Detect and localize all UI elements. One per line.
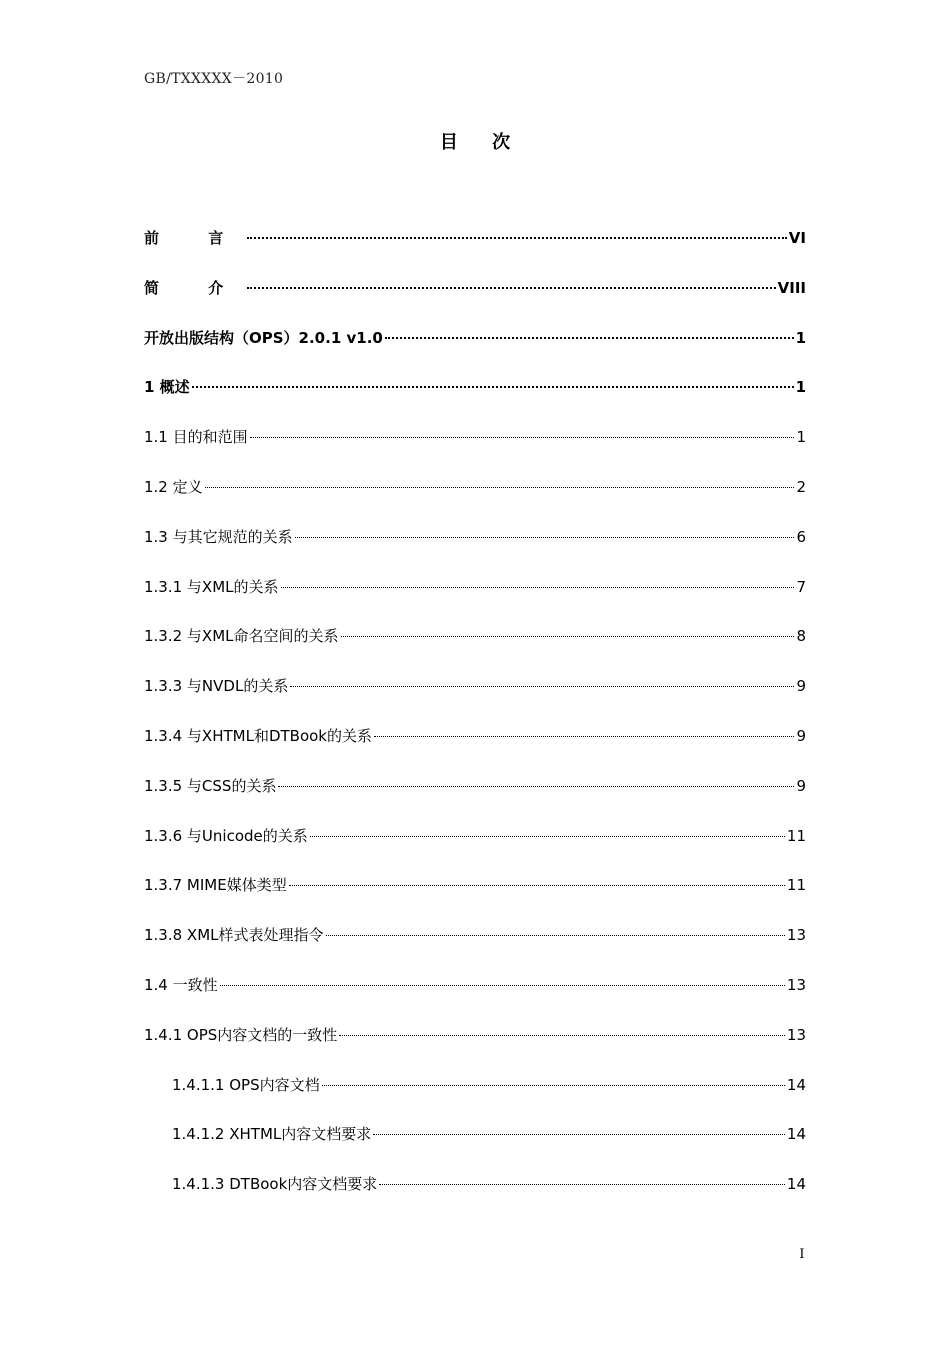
- toc-entry[interactable]: [144, 425, 806, 475]
- page-number: I: [799, 1247, 805, 1262]
- toc-entry-label: 1.4.1.2 XHTML内容文档要求: [172, 1125, 372, 1144]
- toc-entry[interactable]: [144, 226, 806, 276]
- toc-entry-label: 1.3.2 与XML命名空间的关系: [144, 627, 339, 646]
- toc-entry[interactable]: [144, 873, 806, 923]
- toc-leader-dots: [281, 587, 795, 588]
- toc-entry[interactable]: [144, 475, 806, 525]
- toc-entry[interactable]: [144, 973, 806, 1023]
- toc-entry-page: 1: [795, 378, 806, 397]
- toc-entry-page: 13: [786, 1025, 806, 1044]
- toc-entry-label: 1.2 定义: [144, 477, 203, 496]
- toc-entry-label: 1 概述: [144, 378, 190, 397]
- toc-entry-label: 1.3.1 与XML的关系: [144, 577, 279, 596]
- toc-entry-page: 1: [796, 428, 806, 447]
- table-of-contents: [144, 226, 806, 1222]
- toc-entry-page: 9: [796, 726, 806, 745]
- toc-title: 目 次: [439, 132, 525, 153]
- toc-entry[interactable]: [144, 326, 806, 376]
- toc-entry-page: 1: [795, 328, 806, 347]
- toc-entry-label: 1.4 一致性: [144, 975, 218, 994]
- toc-entry-label: 1.4.1 OPS内容文档的一致性: [144, 1025, 338, 1044]
- toc-entry[interactable]: [144, 624, 806, 674]
- toc-entry-page: 8: [796, 627, 806, 646]
- toc-entry-page: 14: [786, 1125, 806, 1144]
- toc-entry[interactable]: [144, 1023, 806, 1073]
- toc-leader-dots: [220, 985, 785, 986]
- toc-entry[interactable]: [144, 276, 806, 326]
- toc-entry-label: 1.3 与其它规范的关系: [144, 527, 293, 546]
- toc-leader-dots: [341, 636, 795, 637]
- toc-entry[interactable]: [144, 575, 806, 625]
- toc-leader-dots: [310, 836, 785, 837]
- toc-leader-dots: [339, 1035, 785, 1036]
- toc-leader-dots: [295, 537, 795, 538]
- toc-entry[interactable]: [144, 1172, 806, 1222]
- toc-leader-dots: [289, 885, 785, 886]
- toc-leader-dots: [205, 487, 795, 488]
- toc-leader-dots: [278, 786, 794, 787]
- document-code-header: GB/TXXXXX－2010: [144, 71, 284, 87]
- toc-entry-label: 简 介: [144, 278, 246, 297]
- toc-leader-dots: [374, 736, 794, 737]
- toc-leader-dots: [250, 437, 795, 438]
- toc-entry-page: VIII: [777, 278, 806, 297]
- toc-entry-page: 14: [786, 1175, 806, 1194]
- toc-entry-page: 14: [786, 1075, 806, 1094]
- toc-entry-label: 1.3.5 与CSS的关系: [144, 776, 277, 795]
- toc-entry-label: 1.4.1.1 OPS内容文档: [172, 1075, 320, 1094]
- toc-entry-page: 11: [786, 876, 806, 895]
- toc-entry-label: 1.3.6 与Unicode的关系: [144, 826, 308, 845]
- toc-entry-label: 1.3.4 与XHTML和DTBook的关系: [144, 726, 372, 745]
- toc-leader-dots: [373, 1134, 785, 1135]
- toc-entry[interactable]: [144, 923, 806, 973]
- toc-leader-dots: [247, 287, 775, 289]
- toc-entry-page: 13: [786, 926, 806, 945]
- toc-entry[interactable]: [144, 525, 806, 575]
- toc-entry-page: VI: [788, 229, 806, 247]
- toc-entry-label: 1.3.7 MIME媒体类型: [144, 876, 287, 895]
- toc-leader-dots: [385, 337, 794, 339]
- toc-leader-dots: [322, 1085, 785, 1086]
- toc-entry-label: 1.3.3 与NVDL的关系: [144, 677, 289, 696]
- toc-entry-page: 11: [786, 826, 806, 845]
- toc-entry[interactable]: [144, 774, 806, 824]
- toc-leader-dots: [192, 386, 794, 388]
- toc-entry-label: 1.4.1.3 DTBook内容文档要求: [172, 1175, 378, 1194]
- toc-entry-page: 9: [796, 677, 806, 696]
- toc-entry[interactable]: [144, 824, 806, 874]
- toc-entry[interactable]: [144, 674, 806, 724]
- toc-entry-page: 13: [786, 975, 806, 994]
- toc-entry[interactable]: [144, 1073, 806, 1123]
- toc-entry[interactable]: [144, 1122, 806, 1172]
- toc-leader-dots: [326, 935, 785, 936]
- toc-entry-page: 6: [796, 527, 806, 546]
- toc-entry-page: 7: [796, 577, 806, 596]
- toc-leader-dots: [379, 1184, 785, 1185]
- toc-entry[interactable]: [144, 724, 806, 774]
- toc-leader-dots: [247, 237, 787, 239]
- toc-entry[interactable]: [144, 375, 806, 425]
- toc-entry-label: 1.1 目的和范围: [144, 428, 248, 447]
- toc-leader-dots: [290, 686, 794, 687]
- toc-entry-label: 开放出版结构（OPS）2.0.1 v1.0: [144, 328, 383, 347]
- toc-entry-label: 1.3.8 XML样式表处理指令: [144, 926, 324, 945]
- toc-entry-label: 前 言: [144, 229, 246, 247]
- toc-entry-page: 9: [796, 776, 806, 795]
- toc-entry-page: 2: [796, 477, 806, 496]
